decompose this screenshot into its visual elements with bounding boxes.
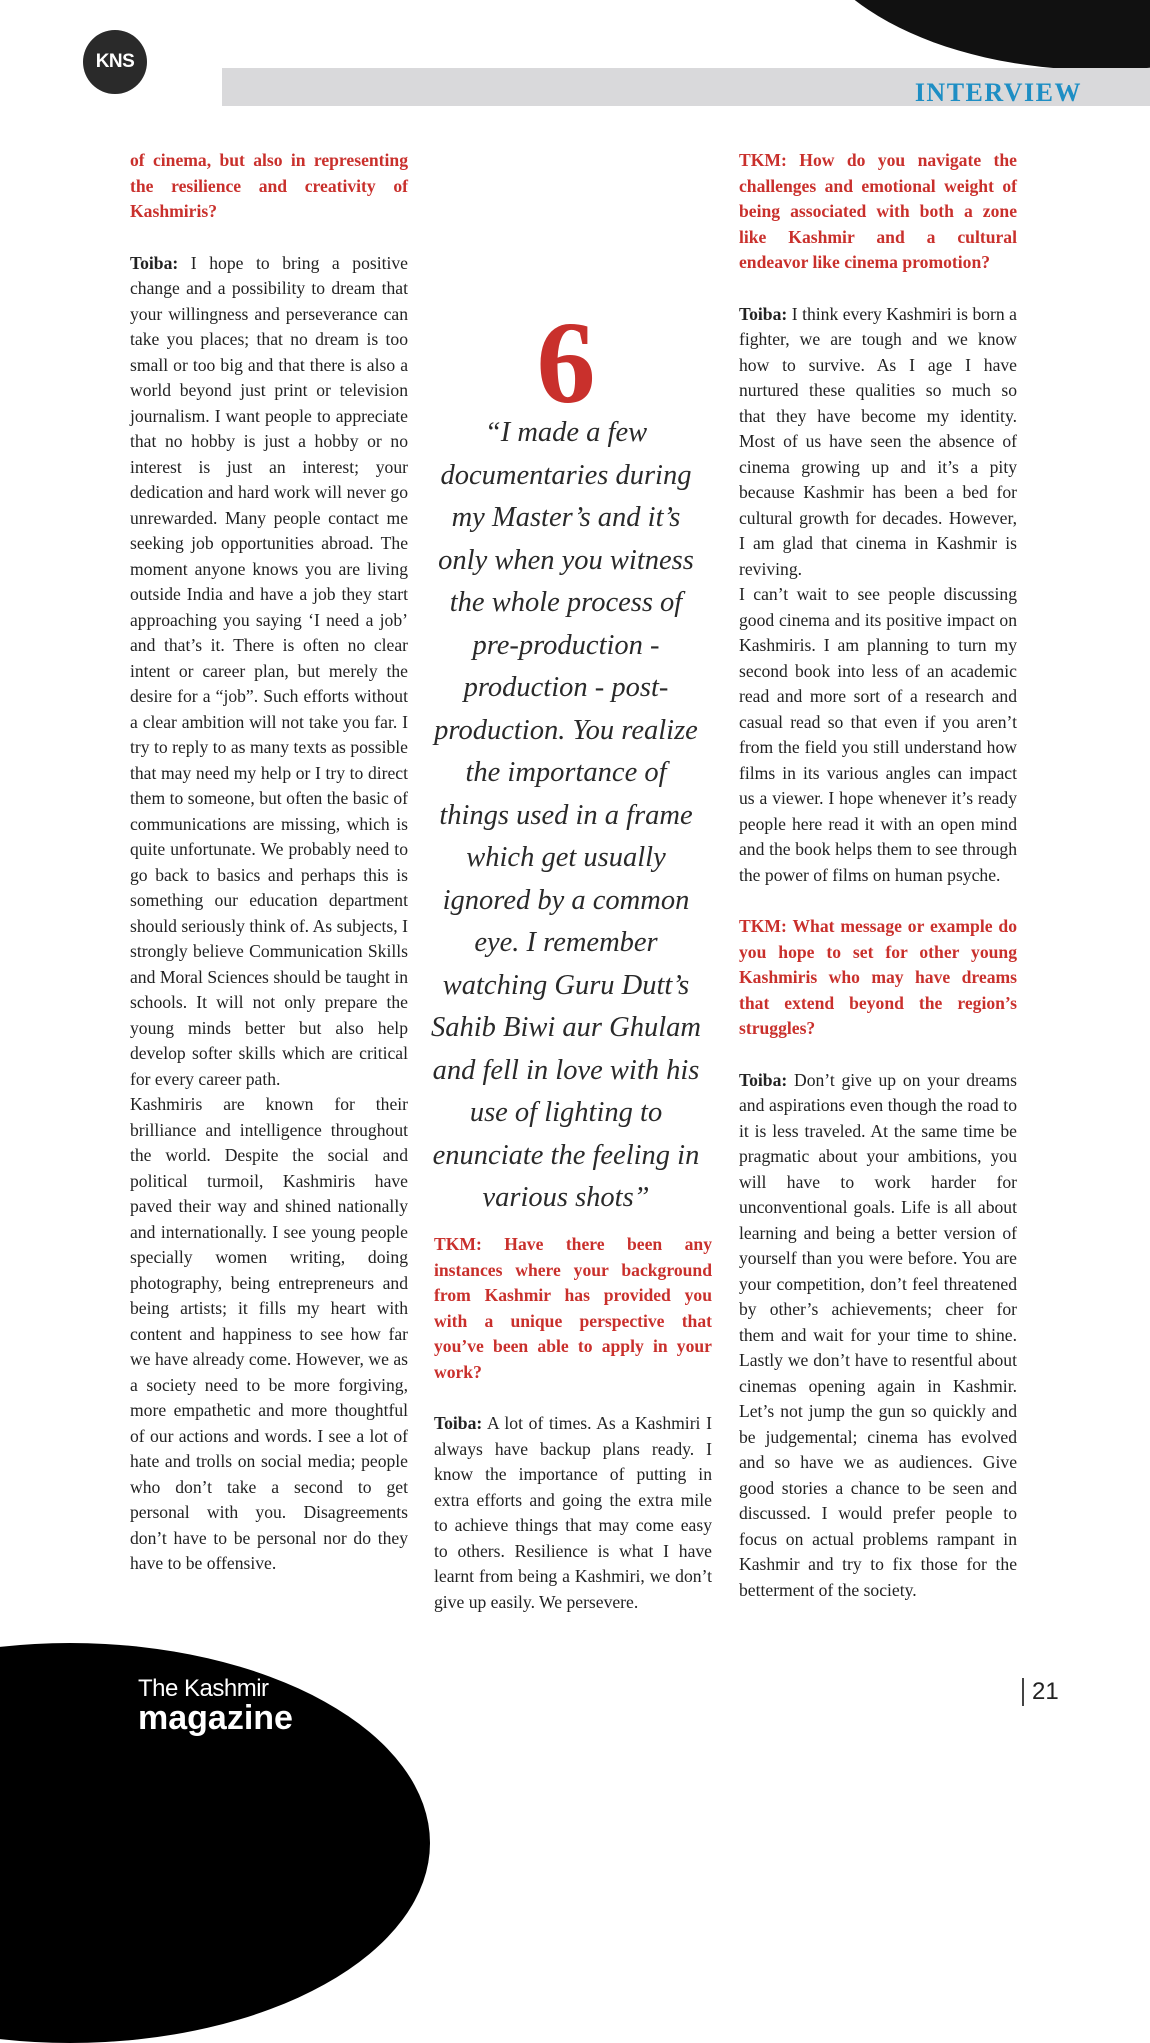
question-heading: TKM: Have there been any instances where your background from Kashmir has provided you with a unique perspective that you’ve been able to apply in your work? [434, 1234, 712, 1382]
answer-paragraph-2 [739, 1068, 1017, 1604]
speaker-label: Toiba: [434, 1413, 483, 1433]
magazine-logo [138, 1675, 293, 1737]
magazine-logo-bottom: magazine [138, 1699, 293, 1737]
answer-paragraph-2: Kashmiris are known for their brilliance and intelligence throughout the world. Despite the social and political turmoil, Kashmiris have paved their way and shined nationally and internationally. I see young people specially women writing, doing photography, being entrepreneurs and being artists; it fills my heart with content and happiness to see how far we have already come. However, we as a society need to be more forgiving, more empathetic and more thoughtful of our actions and words. I see a lot of hate and trolls on social media; people who don’t take a second to get personal with you. Disagreements don’t have to be personal nor do they have to be offensive. [130, 1094, 408, 1573]
speaker-label: Toiba: [130, 252, 179, 273]
pull-quote [428, 297, 704, 1220]
page-number: 21 [1022, 1678, 1059, 1706]
answer-text: Don’t give up on your dreams and aspirations even though the road to it is less traveled. At the same time be pragmatic about your ambitions, you will have to work harder for unconventional goals. Life is all about learning and being a better version of yourself than you were before. You are your competition, don’t feel threatened by other’s achievements; cheer for them and wait for your time to shine. Lastly we don’t have to resentful about cinemas opening again in Kashmir. Let’s not jump the gun so quickly and be judgemental; cinema has evolved and so have we as audiences. Give good stories a chance to be seen and discussed. I would prefer people to focus on actual problems rampant in Kashmir and try to fix those for the betterment of the society. [739, 1069, 1017, 1600]
answer-paragraph-1b: I can’t wait to see people discussing good cinema and its positive impact on Kashmiris. I am planning to turn my second book into less of an academic read and more sort of a research and casual read so that even if you aren’t from the field you still understand how films in its various angles can impact us a viewer. I hope whenever it’s ready people here read it with an open mind and the book helps them to see through the power of films on human psyche. [739, 584, 1017, 885]
answer-paragraph [434, 1411, 712, 1615]
answer-paragraph-1 [739, 302, 1017, 583]
speaker-label: Toiba: [739, 303, 788, 324]
right-column [739, 148, 1017, 1603]
header-decorative-arc [800, 0, 1150, 70]
speaker-label: Toiba: [739, 1069, 788, 1090]
answer-text: A lot of times. As a Kashmiri I always have backup plans ready. I know the importance of putting in extra efforts and going the extra mile to achieve things that may come easy to others. Resilience is what I have learnt from being a Kashmiri, we don’t give up easily. We persevere. [434, 1413, 712, 1612]
answer-paragraph [130, 251, 408, 1093]
kns-logo [83, 30, 147, 94]
magazine-logo-top: The Kashmir [138, 1675, 269, 1702]
question-continuation: of cinema, but also in representing the resilience and creativity of Kashmiris? [130, 150, 408, 221]
question-heading-1: TKM: How do you navigate the challenges and emotional weight of being associated with both a zone like Kashmir and a cultural endeavor like cinema promotion? [739, 150, 1017, 272]
pull-quote-text: “I made a few documentaries during my Master’s and it’s only when you witness the whole process of pre-production - production - post-production. You realize the importance of things used in a frame which get usually ignored by a common eye. I remember watching Guru Dutt’s Sahib Biwi aur Ghulam and fell in love with his use of lighting to enunciate the feeling in various shots” [431, 417, 701, 1213]
answer-text: I think every Kashmiri is born a fighter, we are tough and we know how to survive. As I age I have nurtured these qualities so much so that they have become my identity. Most of us have seen the absence of cinema growing up and it’s a pity because Kashmir has been a bed for cultural growth for decades. However, I am glad that cinema in Kashmir is reviving. [739, 303, 1017, 579]
middle-column [434, 1232, 712, 1615]
left-column [130, 148, 408, 1577]
question-heading-2: TKM: What message or example do you hope to set for other young Kashmiris who may have dreams that extend beyond the region’s struggles? [739, 916, 1017, 1038]
answer-text: I hope to bring a positive change and a possibility to dream that your willingness and perseverance can take you places; that no dream is too small or too big and that there is also a world beyond just print or television journalism. I want people to appreciate that no hobby is just a hobby or no interest is just an interest; your dedication and hard work will never go unrewarded. Many people contact me seeking job opportunities abroad. The moment anyone knows you are living outside India and have a job they start approaching you saying ‘I need a job’ and that’s it. There is often no clear intent or career plan, but merely the desire for a “job”. Such efforts without a clear ambition will not take you far. I try to reply to as many texts as possible that may need my help or I try to direct them to someone, but often the basic of communications are missing, which is quite unfortunate. We probably need to go back to basics and perhaps this is something our education department should seriously think of. As subjects, I strongly believe Communication Skills and Moral Sciences should be taught in schools. It will not only prepare the young minds better but also help develop softer skills which are critical for every career path. [130, 252, 408, 1089]
quote-mark: 6 [536, 297, 596, 428]
kns-logo-text: KNS [95, 51, 135, 72]
section-label: INTERVIEW [914, 78, 1082, 107]
